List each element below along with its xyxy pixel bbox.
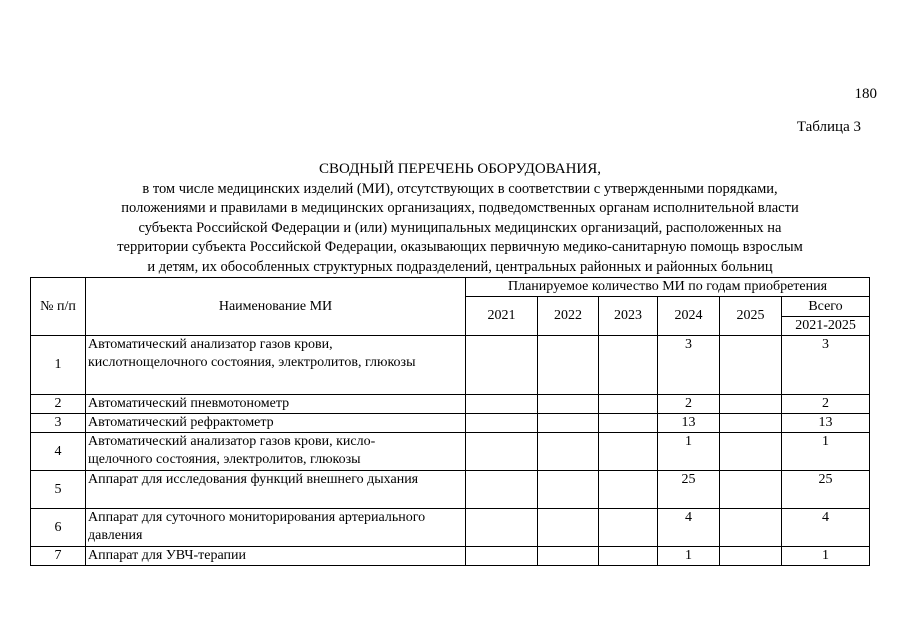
heading-line: и детям, их обособленных структурных подразделений, центральных районных и районных больниц bbox=[147, 258, 773, 275]
cell-total: 13 bbox=[782, 414, 870, 433]
row-number: 1 bbox=[31, 336, 86, 395]
cell-2021 bbox=[466, 547, 538, 566]
cell-2024: 1 bbox=[658, 433, 720, 471]
page-number: 180 bbox=[854, 86, 877, 102]
row-name-line: кислотнощелочного состояния, электролитов, глюкозы bbox=[88, 355, 416, 370]
cell-total: 2 bbox=[782, 395, 870, 414]
cell-2022 bbox=[538, 395, 599, 414]
cell-total: 4 bbox=[782, 509, 870, 547]
header-year-2023: 2023 bbox=[599, 297, 658, 336]
header-year-2022: 2022 bbox=[538, 297, 599, 336]
table-label: Таблица 3 bbox=[796, 119, 861, 135]
cell-2025 bbox=[720, 395, 782, 414]
cell-2023 bbox=[599, 414, 658, 433]
row-name bbox=[86, 509, 466, 547]
cell-2022 bbox=[538, 509, 599, 547]
header-planned: Планируемое количество МИ по годам приобретения bbox=[466, 278, 870, 297]
cell-2023 bbox=[599, 471, 658, 509]
row-number: 7 bbox=[31, 547, 86, 566]
heading-line: территории субъекта Российской Федерации, оказывающих первичную медико-санитарную помощь взрослым bbox=[117, 239, 803, 255]
table-row bbox=[31, 509, 870, 547]
row-name-line: Аппарат для исследования функций внешнего дыхания bbox=[88, 472, 419, 487]
row-name bbox=[86, 414, 466, 433]
header-year-2021: 2021 bbox=[466, 297, 538, 336]
row-name bbox=[86, 471, 466, 509]
row-number: 6 bbox=[31, 509, 86, 547]
table-row bbox=[31, 547, 870, 566]
cell-2025 bbox=[720, 547, 782, 566]
cell-2023 bbox=[599, 547, 658, 566]
table-row bbox=[31, 336, 870, 395]
cell-2025 bbox=[720, 471, 782, 509]
cell-total: 1 bbox=[782, 433, 870, 471]
row-name-line: Аппарат для суточного мониторирования артериального bbox=[88, 510, 426, 525]
cell-2022 bbox=[538, 547, 599, 566]
table-row bbox=[31, 414, 870, 433]
row-name bbox=[86, 336, 466, 395]
header-total: Всего bbox=[782, 297, 870, 317]
cell-2023 bbox=[599, 336, 658, 395]
equipment-table bbox=[30, 277, 870, 566]
header-number: № п/п bbox=[31, 278, 86, 336]
document-heading bbox=[40, 160, 880, 277]
cell-2022 bbox=[538, 433, 599, 471]
cell-2021 bbox=[466, 433, 538, 471]
header-total-range: 2021-2025 bbox=[782, 317, 870, 336]
row-number: 5 bbox=[31, 471, 86, 509]
cell-2024: 25 bbox=[658, 471, 720, 509]
table-row bbox=[31, 471, 870, 509]
cell-2023 bbox=[599, 509, 658, 547]
row-number: 2 bbox=[31, 395, 86, 414]
row-name-line: щелочного состояния, электролитов, глюкозы bbox=[88, 452, 361, 467]
cell-2025 bbox=[720, 509, 782, 547]
cell-2024: 3 bbox=[658, 336, 720, 395]
cell-2023 bbox=[599, 433, 658, 471]
cell-2025 bbox=[720, 336, 782, 395]
table-header bbox=[31, 278, 870, 336]
cell-total: 25 bbox=[782, 471, 870, 509]
heading-line: положениями и правилами в медицинских организациях, подведомственных органам исполнительной власти bbox=[121, 200, 799, 216]
cell-2024: 4 bbox=[658, 509, 720, 547]
cell-2023 bbox=[599, 395, 658, 414]
cell-2022 bbox=[538, 471, 599, 509]
cell-2021 bbox=[466, 509, 538, 547]
cell-total: 3 bbox=[782, 336, 870, 395]
row-number: 4 bbox=[31, 433, 86, 471]
row-name-line: Аппарат для УВЧ-терапии bbox=[88, 548, 246, 563]
header-year-2025: 2025 bbox=[720, 297, 782, 336]
heading-line: субъекта Российской Федерации и (или) муниципальных медицинских организаций, расположенных на bbox=[138, 219, 782, 236]
heading-line: в том числе медицинских изделий (МИ), отсутствующих в соответствии с утвержденными порядками, bbox=[142, 180, 778, 197]
cell-2021 bbox=[466, 395, 538, 414]
cell-2024: 1 bbox=[658, 547, 720, 566]
cell-2024: 13 bbox=[658, 414, 720, 433]
row-number: 3 bbox=[31, 414, 86, 433]
cell-2024: 2 bbox=[658, 395, 720, 414]
table-row bbox=[31, 433, 870, 471]
row-name bbox=[86, 395, 466, 414]
cell-2025 bbox=[720, 433, 782, 471]
row-name bbox=[86, 547, 466, 566]
cell-2022 bbox=[538, 336, 599, 395]
header-year-2024: 2024 bbox=[658, 297, 720, 336]
cell-2021 bbox=[466, 471, 538, 509]
cell-2025 bbox=[720, 414, 782, 433]
heading-title: СВОДНЫЙ ПЕРЕЧЕНЬ ОБОРУДОВАНИЯ, bbox=[318, 161, 602, 177]
row-name-line: давления bbox=[88, 528, 143, 543]
cell-2021 bbox=[466, 414, 538, 433]
cell-total: 1 bbox=[782, 547, 870, 566]
row-name-line: Автоматический пневмотонометр bbox=[88, 396, 290, 411]
cell-2021 bbox=[466, 336, 538, 395]
table-row bbox=[31, 395, 870, 414]
header-name: Наименование МИ bbox=[86, 278, 466, 336]
row-name bbox=[86, 433, 466, 471]
row-name-line: Автоматический рефрактометр bbox=[88, 415, 274, 430]
cell-2022 bbox=[538, 414, 599, 433]
row-name-line: Автоматический анализатор газов крови, кисло- bbox=[88, 434, 376, 449]
row-name-line: Автоматический анализатор газов крови, bbox=[88, 337, 333, 352]
